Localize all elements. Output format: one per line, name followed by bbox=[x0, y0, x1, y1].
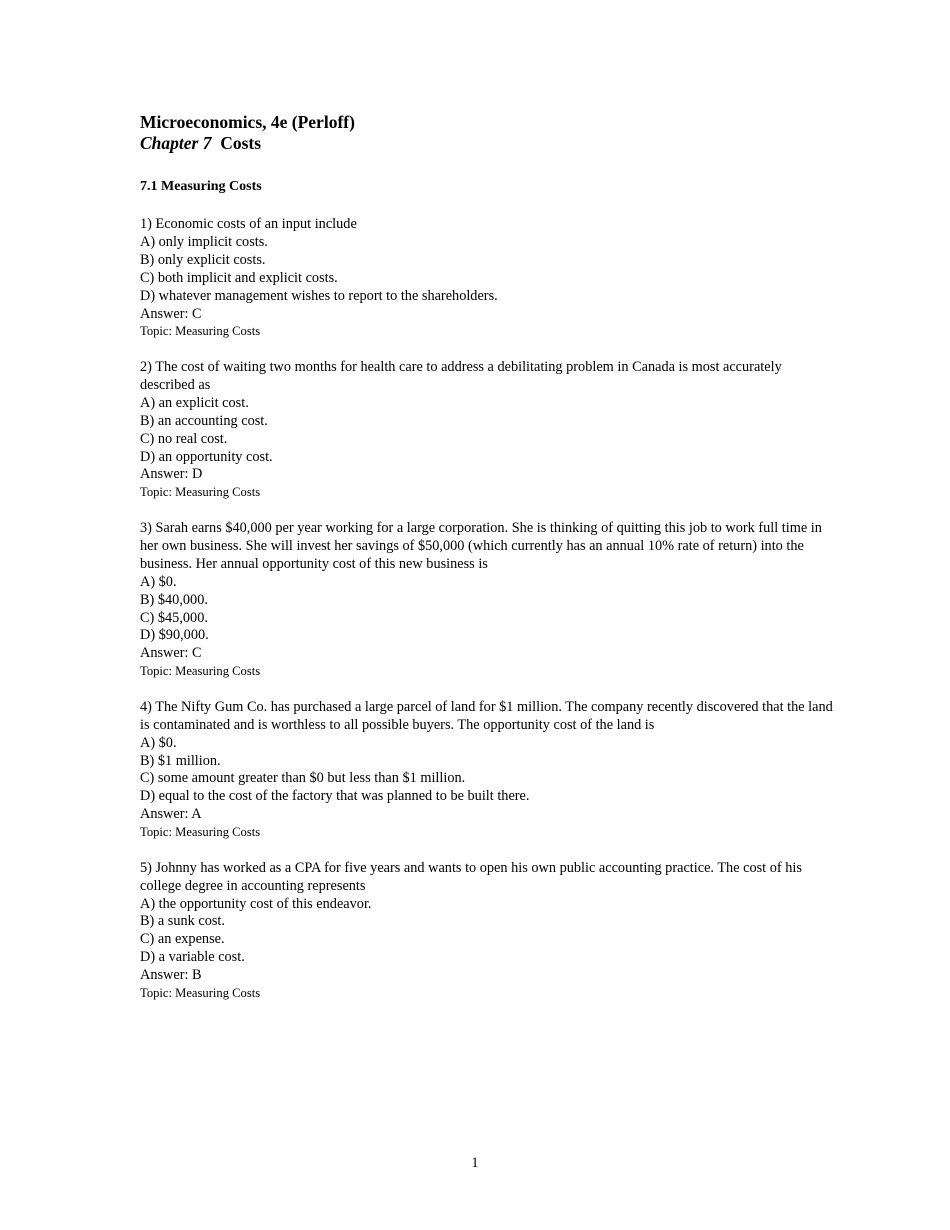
question-item bbox=[140, 699, 840, 842]
document-page bbox=[140, 112, 840, 1021]
question-list bbox=[140, 216, 840, 1003]
book-title: Microeconomics, 4e (Perloff) bbox=[140, 112, 355, 132]
question-stem: 3) Sarah earns $40,000 per year working for a large corporation. She is thinking of quitting this job to work full time in her own business. She will invest her savings of $50,000 (which currently has an annual 10% rate of return) into the business. Her annual opportunity cost of this new business is bbox=[140, 519, 822, 572]
answer-key: Answer: C bbox=[140, 645, 202, 662]
section-heading: 7.1 Measuring Costs bbox=[140, 179, 262, 194]
answer-option: B) $40,000. bbox=[140, 591, 208, 608]
answer-option: A) $0. bbox=[140, 573, 177, 590]
question-item bbox=[140, 860, 840, 1003]
topic-label: Topic: Measuring Costs bbox=[140, 324, 261, 339]
answer-option: C) $45,000. bbox=[140, 609, 208, 626]
answer-option: D) equal to the cost of the factory that was planned to be built there. bbox=[140, 788, 530, 805]
answer-option: A) an explicit cost. bbox=[140, 394, 249, 411]
topic-label: Topic: Measuring Costs bbox=[140, 986, 261, 1001]
question-stem: 1) Economic costs of an input include bbox=[140, 216, 357, 232]
topic-label: Topic: Measuring Costs bbox=[140, 825, 261, 840]
answer-option: D) whatever management wishes to report to the shareholders. bbox=[140, 287, 498, 304]
answer-option: C) both implicit and explicit costs. bbox=[140, 269, 338, 286]
question-item bbox=[140, 520, 840, 681]
question-item bbox=[140, 216, 840, 341]
answer-option: A) $0. bbox=[140, 734, 177, 751]
chapter-label: Chapter 7 bbox=[140, 133, 212, 153]
answer-option: B) only explicit costs. bbox=[140, 251, 266, 268]
answer-option: B) a sunk cost. bbox=[140, 913, 225, 930]
answer-option: B) an accounting cost. bbox=[140, 412, 268, 429]
answer-option: A) the opportunity cost of this endeavor. bbox=[140, 895, 372, 912]
topic-label: Topic: Measuring Costs bbox=[140, 485, 261, 500]
question-item bbox=[140, 359, 840, 502]
answer-key: Answer: D bbox=[140, 466, 203, 483]
question-stem: 5) Johnny has worked as a CPA for five years and wants to open his own public accounting practice. The cost of his college degree in accounting represents bbox=[140, 859, 802, 894]
answer-option: C) no real cost. bbox=[140, 430, 228, 447]
answer-option: D) an opportunity cost. bbox=[140, 448, 273, 465]
chapter-name: Costs bbox=[220, 133, 262, 153]
answer-option: A) only implicit costs. bbox=[140, 233, 268, 250]
page-number: 1 bbox=[471, 1155, 479, 1171]
topic-label: Topic: Measuring Costs bbox=[140, 664, 261, 679]
answer-option: D) $90,000. bbox=[140, 627, 209, 644]
answer-option: C) some amount greater than $0 but less than $1 million. bbox=[140, 770, 466, 787]
answer-key: Answer: A bbox=[140, 806, 202, 823]
answer-option: B) $1 million. bbox=[140, 752, 221, 769]
answer-option: C) an expense. bbox=[140, 931, 225, 948]
answer-key: Answer: C bbox=[140, 305, 202, 322]
answer-option: D) a variable cost. bbox=[140, 949, 245, 966]
answer-key: Answer: B bbox=[140, 967, 202, 984]
question-stem: 4) The Nifty Gum Co. has purchased a large parcel of land for $1 million. The company recently discovered that the land is contaminated and is worthless to all possible buyers. The opportunity cost of the land is bbox=[140, 698, 833, 733]
chapter-title bbox=[140, 133, 840, 154]
question-stem: 2) The cost of waiting two months for health care to address a debilitating problem in Canada is most accurately described as bbox=[140, 359, 782, 393]
